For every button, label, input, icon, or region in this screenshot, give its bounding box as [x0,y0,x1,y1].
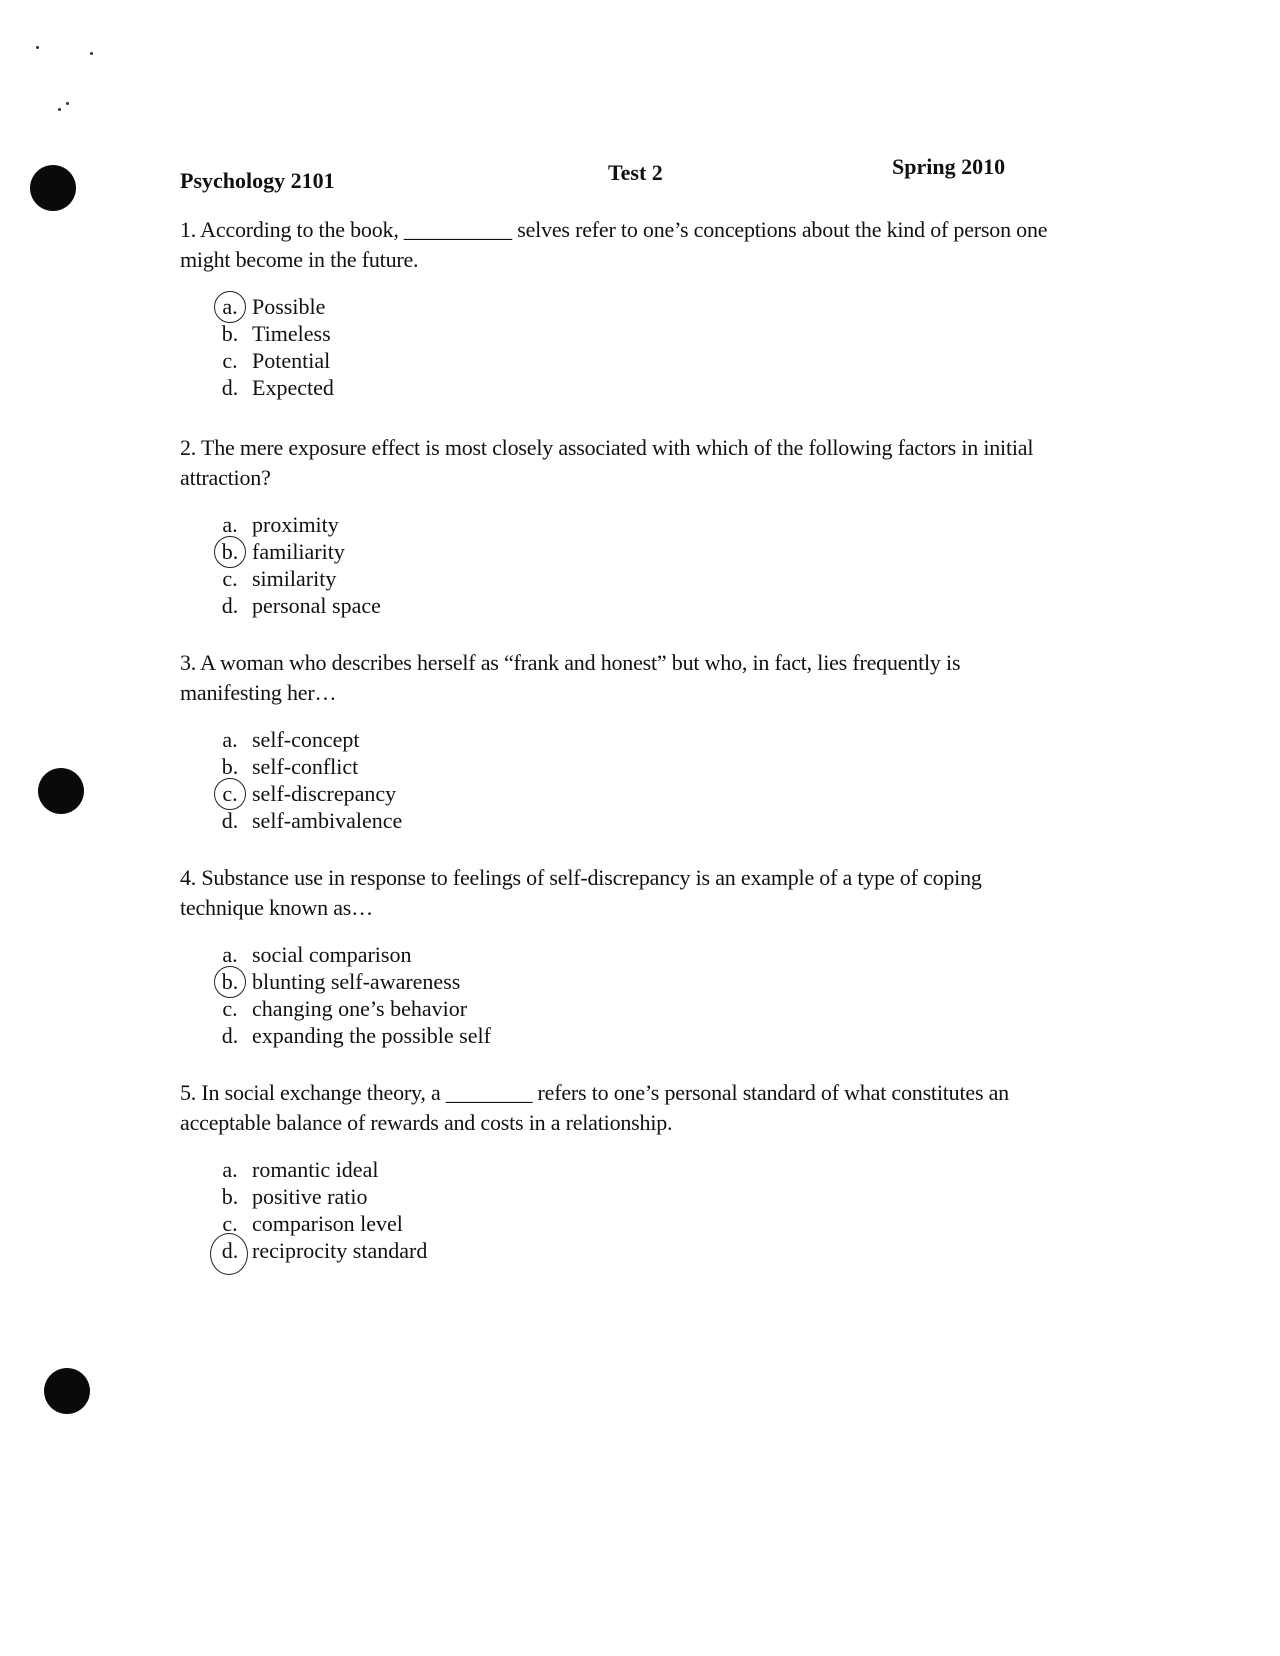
question-text: 4. Substance use in response to feelings of self-discrepancy is an example of a type of coping technique known as… [180,865,982,920]
answer-option [180,995,1060,1022]
option-text: changing one’s behavior [252,996,468,1021]
answer-option [180,565,1060,592]
punch-hole-bottom [44,1368,90,1414]
option-letter: c. [222,1211,238,1236]
punch-hole-top [30,165,76,211]
answer-option [180,807,1060,834]
question-text: 2. The mere exposure effect is most closely associated with which of the following factors in initial attraction? [180,435,1034,490]
page-header [180,154,1060,200]
option-letter: d. [221,593,239,618]
question-text: 3. A woman who describes herself as “frank and honest” but who, in fact, lies frequently is manifesting her… [180,650,961,705]
answer-options [180,726,1060,834]
option-letter: d. [221,1023,239,1048]
answer-option [180,374,1060,401]
option-text: self-concept [252,727,360,752]
option-letter: a. [222,512,238,537]
option-text: Possible [252,294,326,319]
scan-speck [58,108,61,111]
option-letter: a. [222,942,238,967]
option-text: reciprocity standard [252,1238,428,1263]
answer-options [180,1156,1060,1264]
option-text: self-discrepancy [252,781,397,806]
course-title: Psychology 2101 [180,168,335,193]
question-5 [180,1078,1060,1264]
question-text: 1. According to the book, __________ selves refer to one’s conceptions about the kind of person one might become in the future. [180,217,1048,272]
option-letter: b. [221,754,239,779]
option-letter: c. [222,566,238,591]
question-3 [180,648,1060,834]
answer-option [180,753,1060,780]
option-text: personal space [252,593,381,618]
option-text: comparison level [252,1211,403,1236]
test-title: Test 2 [608,160,663,185]
option-text: Timeless [252,321,331,346]
answer-option [180,1156,1060,1183]
answer-option [180,347,1060,374]
question-text: 5. In social exchange theory, a ________ refers to one’s personal standard of what constitutes an acceptable balance of rewards and costs in a relationship. [180,1080,1009,1135]
option-text: Expected [252,375,334,400]
option-letter: c. [222,996,238,1021]
answer-option [180,538,1060,565]
answer-options [180,293,1060,401]
option-letter: b. [218,538,242,565]
option-text: romantic ideal [252,1157,379,1182]
answer-option [180,293,1060,320]
scan-speck [90,52,93,55]
option-letter: a. [222,727,238,752]
answer-option [180,592,1060,619]
option-letter: d. [221,375,239,400]
option-letter: d. [221,808,239,833]
answer-option [180,1183,1060,1210]
option-letter: d. [218,1237,242,1264]
option-letter: b. [221,321,239,346]
option-text: familiarity [252,539,345,564]
term-title: Spring 2010 [892,154,1006,179]
question-1 [180,215,1060,401]
option-letter: b. [218,968,242,995]
option-letter: a. [218,293,242,320]
answer-option [180,320,1060,347]
option-text: expanding the possible self [252,1023,491,1048]
option-letter: a. [222,1157,238,1182]
answer-option [180,780,1060,807]
question-2 [180,433,1060,619]
answer-option [180,941,1060,968]
option-text: blunting self-awareness [252,969,461,994]
answer-option [180,1022,1060,1049]
punch-hole-middle [38,768,84,814]
option-text: proximity [252,512,339,537]
question-4 [180,863,1060,1049]
option-text: social comparison [252,942,412,967]
answer-option [180,726,1060,753]
scan-speck [66,102,69,105]
answer-option [180,511,1060,538]
answer-option [180,968,1060,995]
scan-speck [36,46,39,49]
option-text: similarity [252,566,337,591]
answer-options [180,941,1060,1049]
option-letter: b. [221,1184,239,1209]
option-letter: c. [218,780,242,807]
option-text: self-conflict [252,754,359,779]
answer-options [180,511,1060,619]
option-text: positive ratio [252,1184,368,1209]
answer-option [180,1237,1060,1264]
answer-option [180,1210,1060,1237]
option-text: self-ambivalence [252,808,403,833]
option-text: Potential [252,348,331,373]
option-letter: c. [222,348,238,373]
